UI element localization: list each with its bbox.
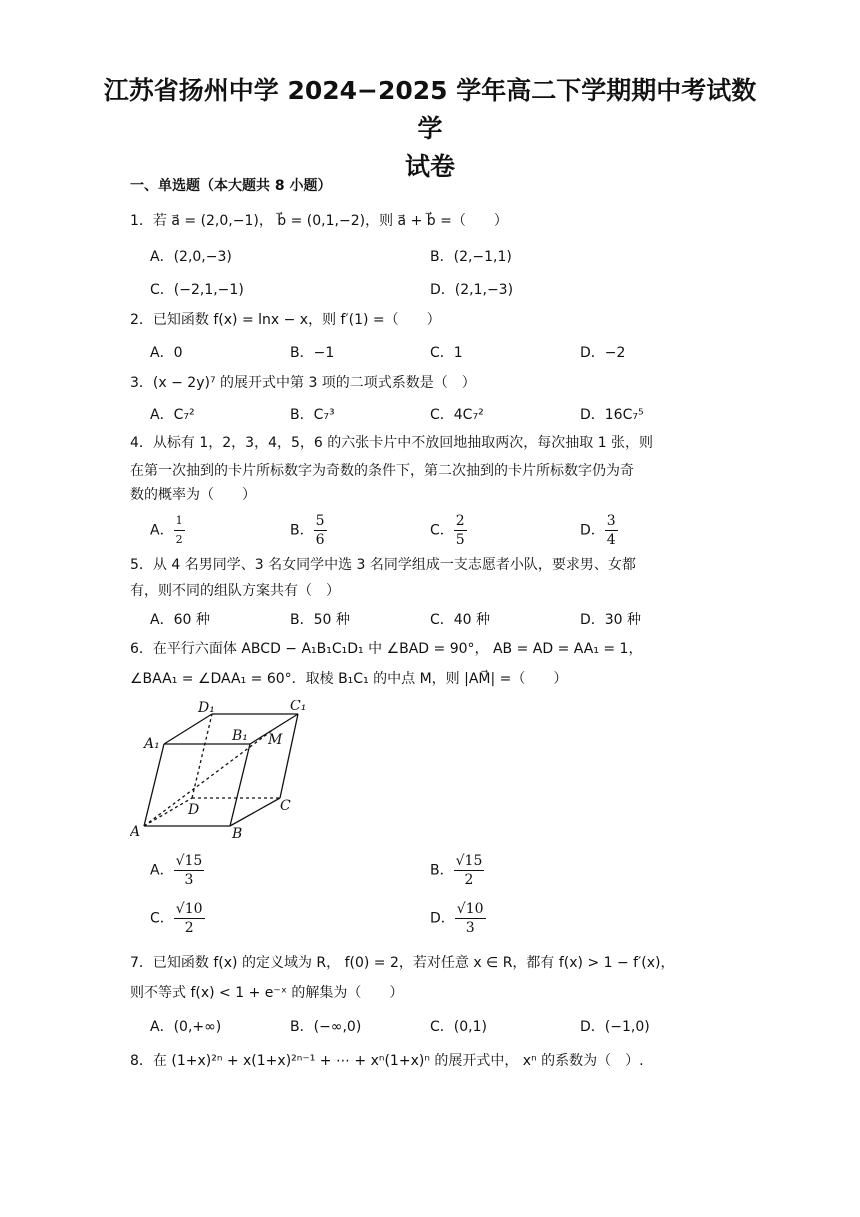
q1-option-b: B．(2,−1,1) [430,249,512,265]
q4-option-d: D． $\frac{3}{4}$ [580,513,616,548]
q3-option-a: A．C₇² [150,407,195,423]
question-7-stem-line-1: 7．已知函数 f(x) 的定义域为 R， f(0) = 2，若对任意 x ∈ R，都有 f(x) > 1 − f′(x)， [130,955,675,971]
exam-title [100,72,760,186]
q1-option-c: C．(−2,1,−1) [150,282,244,298]
label-a1: A₁ [144,736,160,752]
question-7-stem-line-2: 则不等式 f(x) < 1 + e⁻ˣ 的解集为（ ） [130,985,404,1001]
question-8-stem: 8．在 (1+x)²ⁿ + x(1+x)²ⁿ⁻¹ + ⋯ + xⁿ(1+x)ⁿ 的展开式中， xⁿ 的系数为（ ）. [130,1053,644,1069]
question-6-stem-line-2: ∠BAA₁ = ∠DAA₁ = 60°．取棱 B₁C₁ 的中点 M，则 |AM⃗| =（ ） [130,671,568,687]
q4-option-c: C． $\frac{2}{5}$ [430,513,465,548]
q1-option-a: A．(2,0,−3) [150,249,232,265]
label-b1: B₁ [232,728,248,744]
question-1-stem: 1．若 a⃗ = (2,0,−1)， b⃗ = (0,1,−2)，则 a⃗ + b⃗ =（ ） [130,213,508,229]
q3-option-d: D．16C₇⁵ [580,407,644,423]
q6-option-b: B． $\frac{√15}{2}$ [430,853,483,888]
label-c: C [280,798,291,814]
parallelepiped-figure [130,700,320,840]
q6-option-c: C． $\frac{√10}{2}$ [150,901,203,936]
q4-option-a: A． $\frac{1}{2}$ [150,514,183,546]
question-4-stem-line-3: 数的概率为（ ） [130,487,256,503]
q1-option-d: D．(2,1,−3) [430,282,514,298]
label-d: D [188,802,200,818]
label-d1: D₁ [198,700,215,716]
question-4-stem-line-2: 在第一次抽到的卡片所标数字为奇数的条件下，第二次抽到的卡片所标数字仍为奇 [130,463,634,479]
question-2-stem: 2．已知函数 f(x) = lnx − x，则 f′(1) =（ ） [130,312,441,328]
q7-option-a: A．(0,+∞) [150,1019,222,1035]
q5-option-a: A．60 种 [150,612,210,628]
q2-option-b: B．−1 [290,345,335,361]
q2-option-c: C．1 [430,345,463,361]
question-4-stem-line-1: 4．从标有 1，2，3，4，5，6 的六张卡片中不放回地抽取两次，每次抽取 1 张，则 [130,435,654,451]
q3-option-b: B．C₇³ [290,407,335,423]
q6-option-d: D． $\frac{√10}{3}$ [430,901,484,936]
q7-option-d: D．(−1,0) [580,1019,650,1035]
q5-option-d: D．30 种 [580,612,642,628]
q3-option-c: C．4C₇² [430,407,484,423]
label-m: M [268,732,283,748]
title-line-1: 江苏省扬州中学 2024−2025 学年高二下学期期中考试数学 [103,76,757,143]
q2-option-d: D．−2 [580,345,626,361]
q7-option-c: C．(0,1) [430,1019,487,1035]
q7-option-b: B．(−∞,0) [290,1019,362,1035]
section-heading: 一、单选题（本大题共 8 小题） [130,178,332,194]
question-5-stem-line-2: 有，则不同的组队方案共有（ ） [130,583,340,599]
question-3-stem: 3．(x − 2y)⁷ 的展开式中第 3 项的二项式系数是（ ） [130,375,476,391]
q2-option-a: A．0 [150,345,183,361]
label-a: A [130,824,141,840]
q5-option-b: B．50 种 [290,612,350,628]
label-c1: C₁ [290,700,307,714]
title-line-2: 试卷 [404,152,455,181]
q5-option-c: C．40 种 [430,612,491,628]
label-b: B [232,826,243,840]
question-6-stem-line-1: 6．在平行六面体 ABCD − A₁B₁C₁D₁ 中 ∠BAD = 90°， AB = AD = AA₁ = 1， [130,641,643,657]
q4-option-b: B． $\frac{5}{6}$ [290,513,325,548]
q6-option-a: A． $\frac{√15}{3}$ [150,853,203,888]
question-5-stem-line-1: 5．从 4 名男同学、3 名女同学中选 3 名同学组成一支志愿者小队，要求男、女都 [130,557,636,573]
